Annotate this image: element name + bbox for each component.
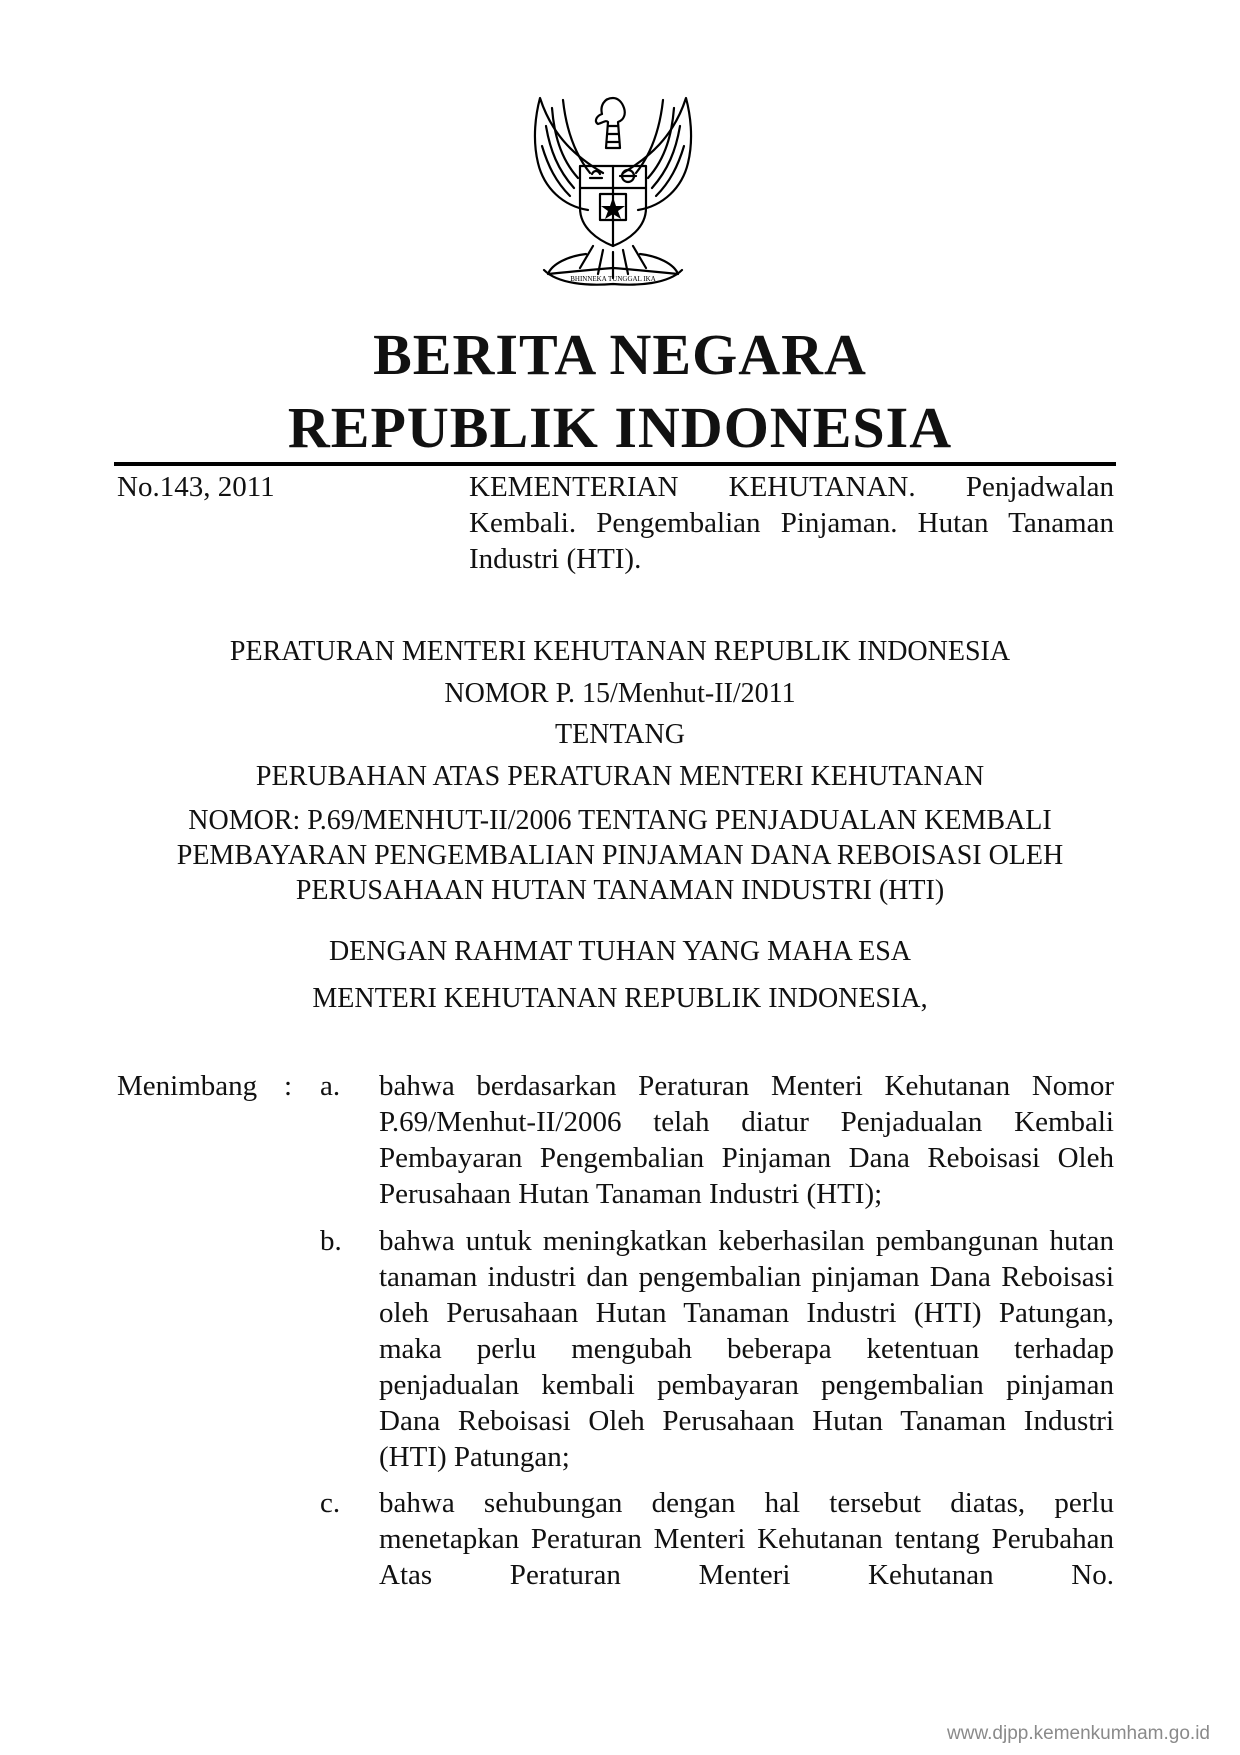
regulation-title: PERATURAN MENTERI KEHUTANAN REPUBLIK INDONESIA [229,636,1011,667]
regulation-subject-line: PEMBAYARAN PENGEMBALIAN PINJAMAN DANA REBOISASI OLEH [176,840,1064,871]
consideration-letter: a. [320,1070,341,1102]
garuda-pancasila-emblem-icon [508,78,718,298]
consideration-text: bahwa berdasarkan Peraturan Menteri Kehutanan Nomor P.69/Menhut-II/2006 telah diatur Penjadualan Kembali Pembayaran Pengembalian Pinjaman Dana Reboisasi Oleh Perusahaan Hutan Tanaman Industri (HTI); [379,1070,1114,1210]
regulation-about: TENTANG [555,719,685,750]
footer-url: www.djpp.kemenkumham.go.id [947,1723,1210,1744]
motto-text: BHINNEKA TUNGGAL IKA [570,275,656,283]
masthead-rule [114,462,1116,466]
regulation-grace: DENGAN RAHMAT TUHAN YANG MAHA ESA [328,936,912,967]
regulation-subject-line: PERUSAHAAN HUTAN TANAMAN INDUSTRI (HTI) [295,875,945,906]
issue-subject: KEMENTERIAN KEHUTANAN. Penjadwalan Kembali. Pengembalian Pinjaman. Hutan Tanaman Industri (HTI). [469,471,1114,575]
masthead-title: BERITA NEGARA [373,322,867,387]
consideration-letter: c. [320,1487,341,1519]
regulation-number: NOMOR P. 15/Menhut-II/2011 [444,678,796,709]
issue-number: No.143, 2011 [117,471,275,503]
considerations-colon: : [284,1070,293,1102]
considerations-label: Menimbang [117,1070,258,1102]
consideration-text: bahwa sehubungan dengan hal tersebut diatas, perlu menetapkan Peraturan Menteri Kehutanan tentang Perubahan Atas Peraturan Menteri Kehutanan No. [379,1487,1114,1591]
regulation-subject-line: PERUBAHAN ATAS PERATURAN MENTERI KEHUTANAN [255,761,985,792]
consideration-letter: b. [320,1225,342,1257]
consideration-text: bahwa untuk meningkatkan keberhasilan pembangunan hutan tanaman industri dan pengembalian pinjaman Dana Reboisasi oleh Perusahaan Hutan Tanaman Industri (HTI) Patungan, maka perlu mengubah beberapa ketentuan terhadap penjadualan kembali pembayaran pengembalian pinjaman Dana Reboisasi Oleh Perusahaan Hutan Tanaman Industri (HTI) Patungan; [379,1225,1114,1473]
regulation-subject-line: NOMOR: P.69/MENHUT-II/2006 TENTANG PENJADUALAN KEMBALI [188,805,1052,836]
regulation-authority: MENTERI KEHUTANAN REPUBLIK INDONESIA, [312,983,928,1014]
masthead-subtitle: REPUBLIK INDONESIA [287,395,953,460]
